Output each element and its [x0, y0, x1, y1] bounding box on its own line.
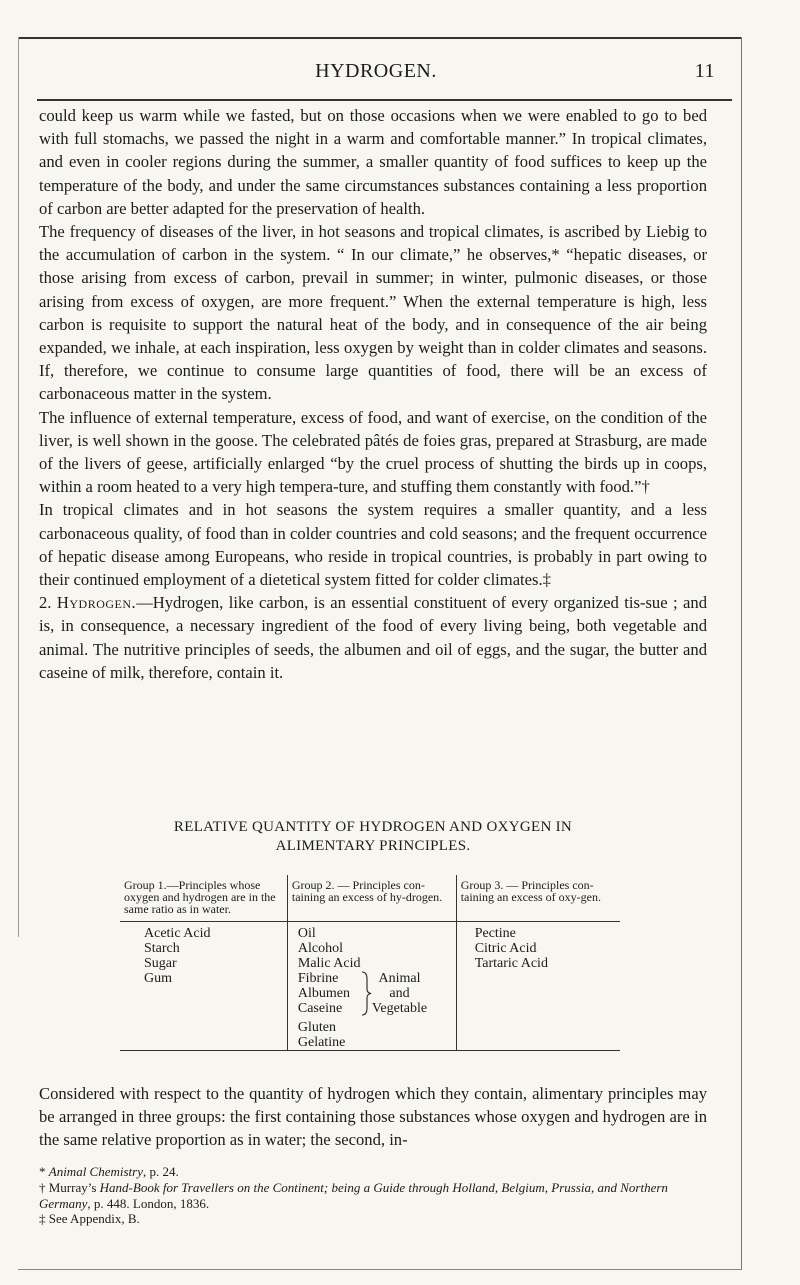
- table-header-row: [120, 875, 620, 922]
- principles-table: [120, 875, 620, 1051]
- list-item: Albumen: [297, 986, 350, 1001]
- section-text: —Hydrogen, like carbon, is an essential constituent of every organized tis-sue ; and is, in consequence, a necessary ingredient of the food of every living being, both vegetable and animal. The nutritive principles of seeds, the albumen and oil of eggs, and the sugar, the butter and caseine of milk, therefore, contain it.: [39, 593, 707, 682]
- group-3-cell: [456, 922, 620, 1051]
- table-title-line: RELATIVE QUANTITY OF HYDROGEN AND OXYGEN IN: [173, 819, 573, 835]
- list-item: Starch: [144, 941, 180, 956]
- page-border-left: [18, 37, 19, 937]
- footnote: * Animal Chemistry, p. 24.: [39, 1164, 179, 1179]
- list-item: Fibrine: [297, 971, 339, 986]
- body-text: [39, 104, 707, 684]
- brace-label: Animal: [378, 971, 421, 986]
- list-item: Sugar: [144, 956, 177, 971]
- list-item: Oil: [297, 926, 316, 941]
- page-number: 11: [694, 60, 715, 82]
- table-title: [39, 818, 707, 856]
- list-item: Alcohol: [297, 941, 343, 956]
- list-item: Pectine: [474, 926, 516, 941]
- list-item: Acetic Acid: [144, 926, 211, 941]
- list-item: Caseine: [297, 1001, 343, 1016]
- footnote-title: Hand-Book for Travellers on the Continent; being a Guide through Holland, Belgium, Prussia, and Northern Germany: [39, 1179, 668, 1211]
- group-2-cell: [287, 922, 456, 1051]
- braced-group: [292, 971, 452, 1020]
- group-1-cell: [120, 922, 287, 1051]
- running-title: HYDROGEN.: [315, 60, 437, 82]
- group-1-header: Group 1.—Principles whose oxygen and hydrogen are in the same ratio as in water.: [120, 875, 287, 922]
- footnotes: [39, 1164, 707, 1227]
- list-item: Tartaric Acid: [474, 956, 548, 971]
- group-3-header: Group 3. — Principles con-taining an excess of oxy-gen.: [456, 875, 620, 922]
- running-header: [37, 60, 715, 83]
- section-number: 2.: [39, 593, 52, 613]
- header-rule: [37, 99, 732, 101]
- paragraph: could keep us warm while we fasted, but on those occasions when we were enabled to go to bed with full stomachs, we passed the night in a warm and comfortable manner.” In tropical climates, and even in cooler regions during the summer, a smaller quantity of food suffices to keep up the temperature of the body, and under the same circumstances substances containing a less proportion of carbon are better adapted for the preservation of health.: [39, 106, 707, 218]
- brace-icon: [360, 971, 372, 1020]
- closing-paragraph: Considered with respect to the quantity of hydrogen which they contain, alimentary principles may be arranged in three groups: the first containing those substances whose oxygen and hydrogen are in the same relative proportion as in water; the second, in-: [39, 1084, 707, 1150]
- footnote-title: Animal Chemistry: [48, 1164, 143, 1179]
- paragraph: The influence of external temperature, excess of food, and want of exercise, on the condition of the liver, is well shown in the goose. The celebrated pâtés de foies gras, prepared at Strasburg, are made of the livers of geese, artificially enlarged “by the cruel process of shutting the birds up in coops, within a room heated to a very high tempera-ture, and stuffing them constantly with food.”†: [39, 407, 707, 497]
- brace-label: and: [389, 986, 410, 1001]
- list-item: Gluten: [297, 1020, 336, 1035]
- group-2-header: Group 2. — Principles con-taining an excess of hy-drogen.: [287, 875, 456, 922]
- page-border-bottom: [18, 1269, 742, 1270]
- table-title-line: ALIMENTARY PRINCIPLES.: [275, 838, 471, 854]
- list-item: Gelatine: [297, 1035, 346, 1050]
- footnote: ‡ See Appendix, B.: [39, 1211, 140, 1227]
- table-body-row: [120, 922, 620, 1051]
- page-border-right: [741, 37, 742, 1270]
- brace-label: Vegetable: [371, 1001, 428, 1016]
- list-item: Malic Acid: [297, 956, 361, 971]
- page-border-top: [18, 37, 742, 39]
- list-item: Citric Acid: [474, 941, 537, 956]
- paragraph: In tropical climates and in hot seasons the system requires a smaller quantity, and a less carbonaceous quality, of food than in colder countries and cold seasons; and the frequent occurrence of hepatic disease among Europeans, who reside in tropical countries, is probably in part owing to their continued employment of a dietetical system fitted for colder climates.‡: [39, 500, 707, 590]
- section-heading: Hydrogen.: [56, 593, 137, 613]
- hydrogen-paragraph: [39, 591, 707, 684]
- paragraph: The frequency of diseases of the liver, in hot seasons and tropical climates, is ascribed by Liebig to the accumulation of carbon in the system. “ In our climate,” he observes,* “hepatic diseases, or those arising from excess of carbon, prevail in summer; in winter, pulmonic diseases, or those arising from excess of oxygen, are more frequent.” When the external temperature is high, less carbon is requisite to support the natural heat of the body, and in consequence of the air being expanded, we inhale, at each inspiration, less oxygen by weight than in colder climates and seasons. If, therefore, we continue to consume large quantities of food, there will be an excess of carbonaceous matter in the system.: [39, 222, 707, 404]
- footnote: † Murray’s Hand-Book for Travellers on the Continent; being a Guide through Holland, Belgium, Prussia, and Northern Germany, p. 448. London, 1836.: [39, 1179, 668, 1211]
- list-item: Gum: [144, 971, 172, 986]
